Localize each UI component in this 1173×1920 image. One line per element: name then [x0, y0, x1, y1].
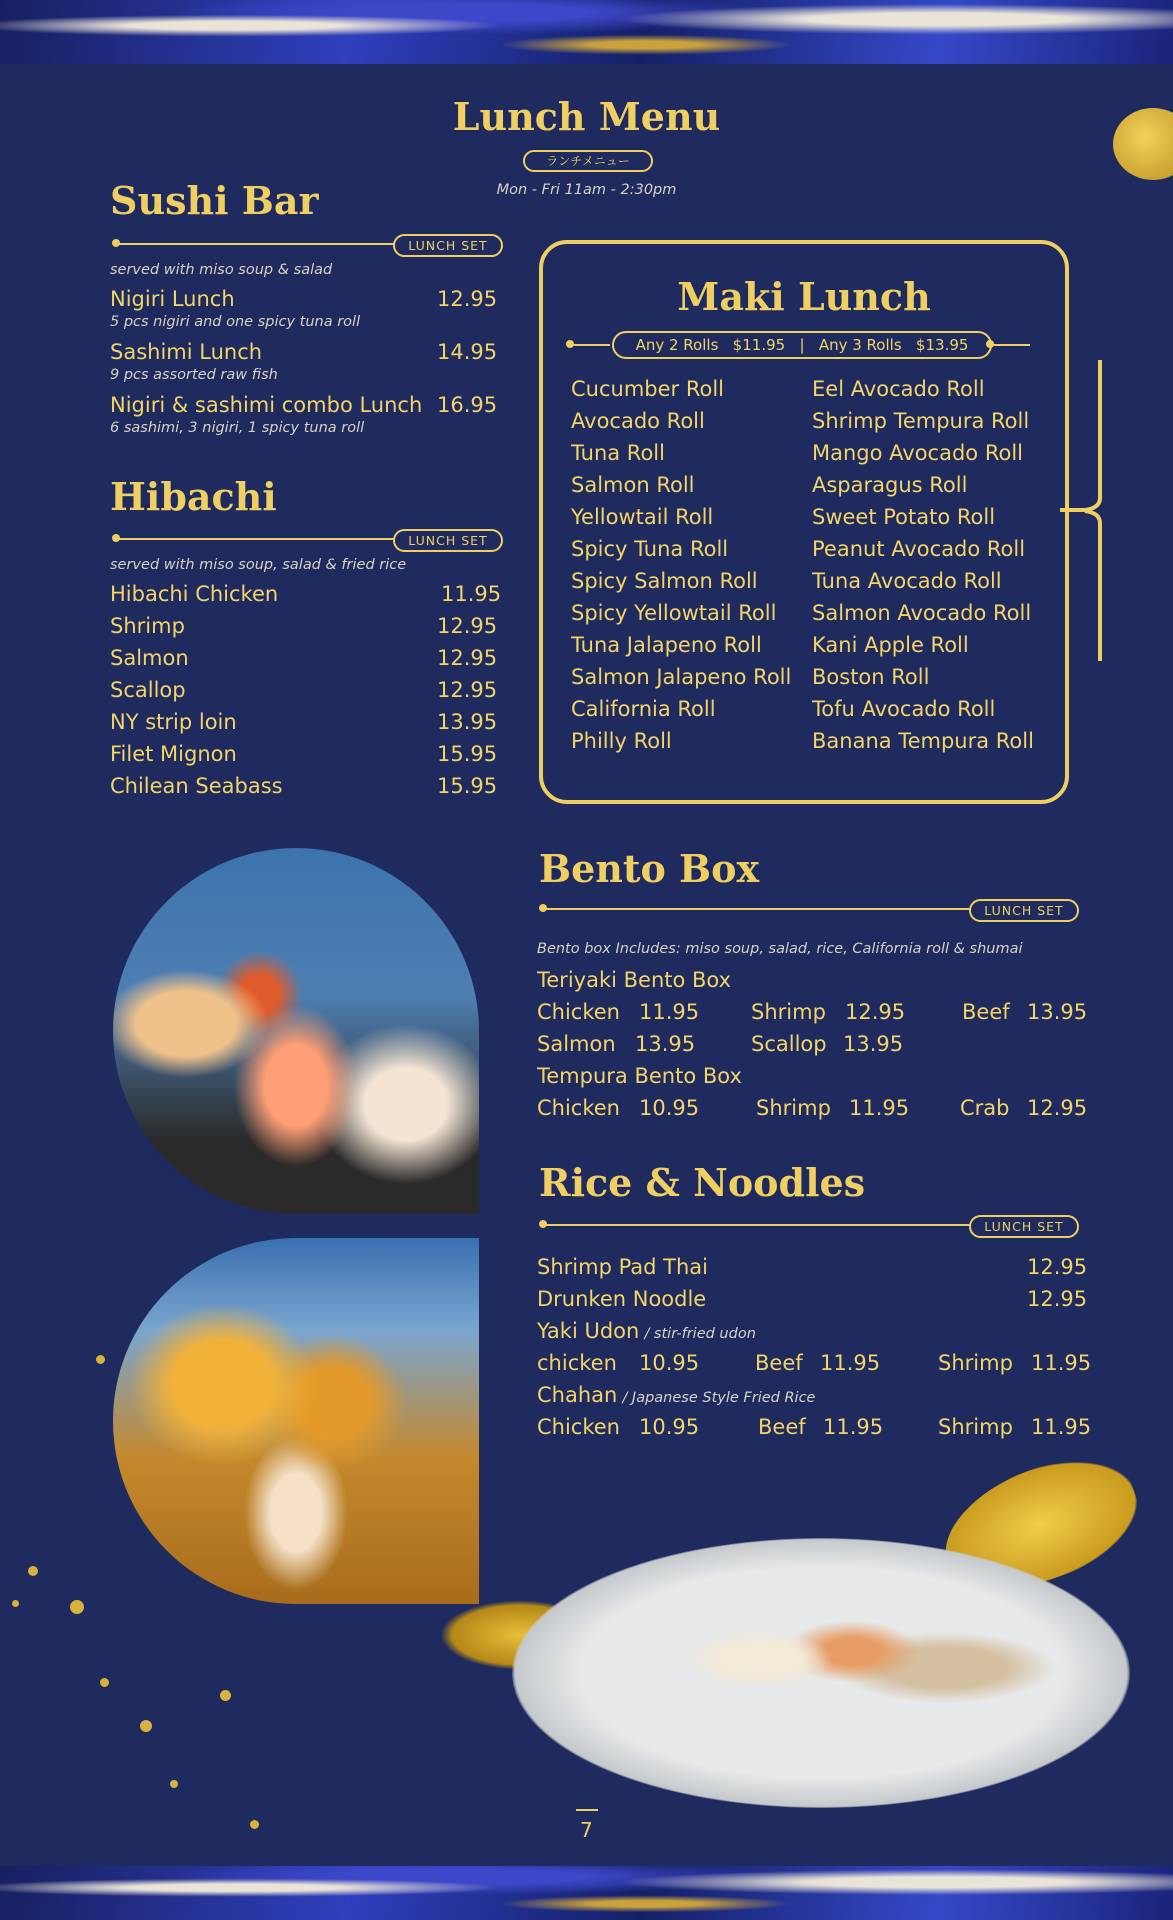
yaki-udon-line [537, 1319, 756, 1343]
maki-title: Maki Lunch [677, 274, 931, 319]
pad-thai-name: Shrimp Pad Thai [537, 1255, 709, 1279]
sushi-bar-tag: LUNCH SET [393, 234, 503, 257]
maki-column-left [571, 377, 791, 761]
maki-pricing-badge [612, 331, 992, 359]
tempura-heading: Tempura Bento Box [537, 1064, 742, 1088]
chahan-item-price: 10.95 [639, 1415, 700, 1439]
maki-roll-item: Boston Roll [812, 665, 930, 689]
sushi-bar-rule [116, 243, 396, 245]
chahan-name: Chahan [537, 1383, 618, 1407]
maki-roll-item: California Roll [571, 697, 716, 721]
gold-splatter [100, 1678, 109, 1687]
chahan-item-price: 11.95 [1031, 1415, 1092, 1439]
maki-roll-item: Kani Apple Roll [812, 633, 969, 657]
chahan-item-name: Shrimp [938, 1415, 1013, 1439]
sushi-item-name: Sashimi Lunch [110, 340, 263, 364]
tempura-item-price: 10.95 [639, 1096, 700, 1120]
gold-splatter [28, 1566, 38, 1576]
chahan-desc: / Japanese Style Fried Rice [622, 1390, 816, 1406]
sushi-item-price: 16.95 [437, 393, 498, 417]
hibachi-item-name: Filet Mignon [110, 742, 237, 766]
top-marble-border [0, 0, 1173, 64]
chahan-item-name: Chicken [537, 1415, 620, 1439]
hibachi-item-price: 12.95 [437, 646, 498, 670]
gold-splatter [70, 1600, 84, 1614]
sushi-item-price: 14.95 [437, 340, 498, 364]
hibachi-item-price: 12.95 [437, 614, 498, 638]
maki-roll-item: Eel Avocado Roll [812, 377, 985, 401]
yaki-item-price: 11.95 [820, 1351, 881, 1375]
maki-roll-item: Mango Avocado Roll [812, 441, 1023, 465]
yaki-item-name: Shrimp [938, 1351, 1013, 1375]
bento-note: Bento box Includes: miso soup, salad, rice, California roll & shumai [537, 941, 1023, 957]
page-number: 7 [580, 1818, 593, 1842]
gold-splatter [140, 1720, 152, 1732]
sushi-bar-note: served with miso soup & salad [110, 262, 333, 278]
sushi-item-price: 12.95 [437, 287, 498, 311]
hibachi-note: served with miso soup, salad & fried rice [110, 557, 407, 573]
bento-tag: LUNCH SET [969, 899, 1079, 922]
gold-splatter [250, 1820, 259, 1829]
yaki-item-name: chicken [537, 1351, 617, 1375]
maki-roll-item: Tuna Roll [571, 441, 665, 465]
hibachi-rule [116, 538, 396, 540]
maki-roll-item: Spicy Salmon Roll [571, 569, 758, 593]
maki-roll-item: Spicy Tuna Roll [571, 537, 729, 561]
hibachi-item-price: 15.95 [437, 742, 498, 766]
maki-roll-item: Salmon Jalapeno Roll [571, 665, 792, 689]
yaki-udon-desc: / stir-fried udon [644, 1326, 756, 1342]
pad-thai-price: 12.95 [1027, 1255, 1088, 1279]
rice-noodles-title: Rice & Noodles [539, 1160, 866, 1205]
maki-roll-item: Sweet Potato Roll [812, 505, 996, 529]
yaki-item-price: 11.95 [1031, 1351, 1092, 1375]
maki-roll-item: Tuna Jalapeno Roll [571, 633, 762, 657]
hibachi-item-name: Hibachi Chicken [110, 582, 279, 606]
hibachi-item-price: 11.95 [441, 582, 502, 606]
gold-splatter [12, 1600, 19, 1607]
maki-roll-item: Shrimp Tempura Roll [812, 409, 1030, 433]
drunken-noodle-name: Drunken Noodle [537, 1287, 707, 1311]
teriyaki-item-name: Shrimp [751, 1000, 826, 1024]
bento-title: Bento Box [539, 846, 760, 891]
maki-roll-item: Avocado Roll [571, 409, 705, 433]
maki-roll-item: Philly Roll [571, 729, 672, 753]
bento-rule [543, 908, 973, 910]
tempura-item-price: 11.95 [849, 1096, 910, 1120]
gold-splatter [220, 1690, 231, 1701]
teriyaki-item-name: Scallop [751, 1032, 827, 1056]
chahan-item-name: Beef [758, 1415, 806, 1439]
teriyaki-item-price: 13.95 [635, 1032, 696, 1056]
sushi-item-name: Nigiri & sashimi combo Lunch [110, 393, 423, 417]
teriyaki-item-name: Salmon [537, 1032, 616, 1056]
maki-roll-item: Yellowtail Roll [571, 505, 714, 529]
hibachi-item-price: 13.95 [437, 710, 498, 734]
hibachi-tag: LUNCH SET [393, 529, 503, 552]
bottom-marble-border [0, 1866, 1173, 1920]
teriyaki-heading: Teriyaki Bento Box [537, 968, 732, 992]
maki-rule-right [990, 344, 1030, 346]
maki-roll-item: Salmon Roll [571, 473, 695, 497]
maki-roll-item: Tofu Avocado Roll [812, 697, 996, 721]
sushi-item-name: Nigiri Lunch [110, 287, 235, 311]
maki-roll-item: Asparagus Roll [812, 473, 968, 497]
rice-noodles-tag: LUNCH SET [969, 1215, 1079, 1238]
chahan-item-price: 11.95 [823, 1415, 884, 1439]
chahan-line [537, 1383, 815, 1407]
tempura-item-name: Crab [960, 1096, 1010, 1120]
maki-column-right [812, 377, 1034, 761]
page-number-rule [576, 1809, 598, 1811]
yaki-item-name: Beef [755, 1351, 803, 1375]
hours: Mon - Fri 11am - 2:30pm [496, 182, 677, 198]
tempura-item-name: Shrimp [756, 1096, 831, 1120]
yaki-udon-name: Yaki Udon [537, 1319, 640, 1343]
maki-roll-item: Spicy Yellowtail Roll [571, 601, 777, 625]
gold-splatter [170, 1780, 178, 1788]
teriyaki-item-price: 13.95 [843, 1032, 904, 1056]
yaki-item-price: 10.95 [639, 1351, 700, 1375]
hibachi-item-name: Chilean Seabass [110, 774, 283, 798]
sushi-photo-baked [113, 1238, 479, 1604]
gold-splatter [96, 1355, 105, 1364]
page-title: Lunch Menu [452, 94, 721, 139]
sushi-plate-photo [512, 1538, 1130, 1808]
tempura-item-price: 12.95 [1027, 1096, 1088, 1120]
sushi-item-desc: 5 pcs nigiri and one spicy tuna roll [110, 314, 361, 330]
hibachi-item-price: 15.95 [437, 774, 498, 798]
sushi-item-desc: 9 pcs assorted raw fish [110, 367, 278, 383]
jp-title: ランチメニュー [546, 154, 630, 168]
teriyaki-item-name: Chicken [537, 1000, 620, 1024]
jp-title-badge [523, 150, 653, 172]
maki-roll-item: Tuna Avocado Roll [812, 569, 1002, 593]
maki-rule-left [570, 344, 610, 346]
rice-noodles-rule [543, 1224, 973, 1226]
hibachi-item-price: 12.95 [437, 678, 498, 702]
bracket-decoration [1055, 358, 1105, 663]
maki-roll-item: Peanut Avocado Roll [812, 537, 1026, 561]
teriyaki-item-price: 13.95 [1027, 1000, 1088, 1024]
teriyaki-item-name: Beef [962, 1000, 1010, 1024]
teriyaki-item-price: 12.95 [845, 1000, 906, 1024]
teriyaki-item-price: 11.95 [639, 1000, 700, 1024]
sushi-photo-crab [113, 848, 479, 1214]
hibachi-item-name: NY strip loin [110, 710, 237, 734]
hibachi-item-name: Salmon [110, 646, 189, 670]
hibachi-title: Hibachi [110, 474, 277, 519]
sushi-bar-title: Sushi Bar [110, 178, 319, 223]
drunken-noodle-price: 12.95 [1027, 1287, 1088, 1311]
maki-pricing: Any 2 Rolls $11.95 | Any 3 Rolls $13.95 [635, 336, 969, 354]
hibachi-item-name: Scallop [110, 678, 186, 702]
maki-roll-item: Cucumber Roll [571, 377, 725, 401]
hibachi-item-name: Shrimp [110, 614, 185, 638]
maki-roll-item: Salmon Avocado Roll [812, 601, 1032, 625]
sushi-item-desc: 6 sashimi, 3 nigiri, 1 spicy tuna roll [110, 420, 365, 436]
tempura-item-name: Chicken [537, 1096, 620, 1120]
maki-roll-item: Banana Tempura Roll [812, 729, 1034, 753]
